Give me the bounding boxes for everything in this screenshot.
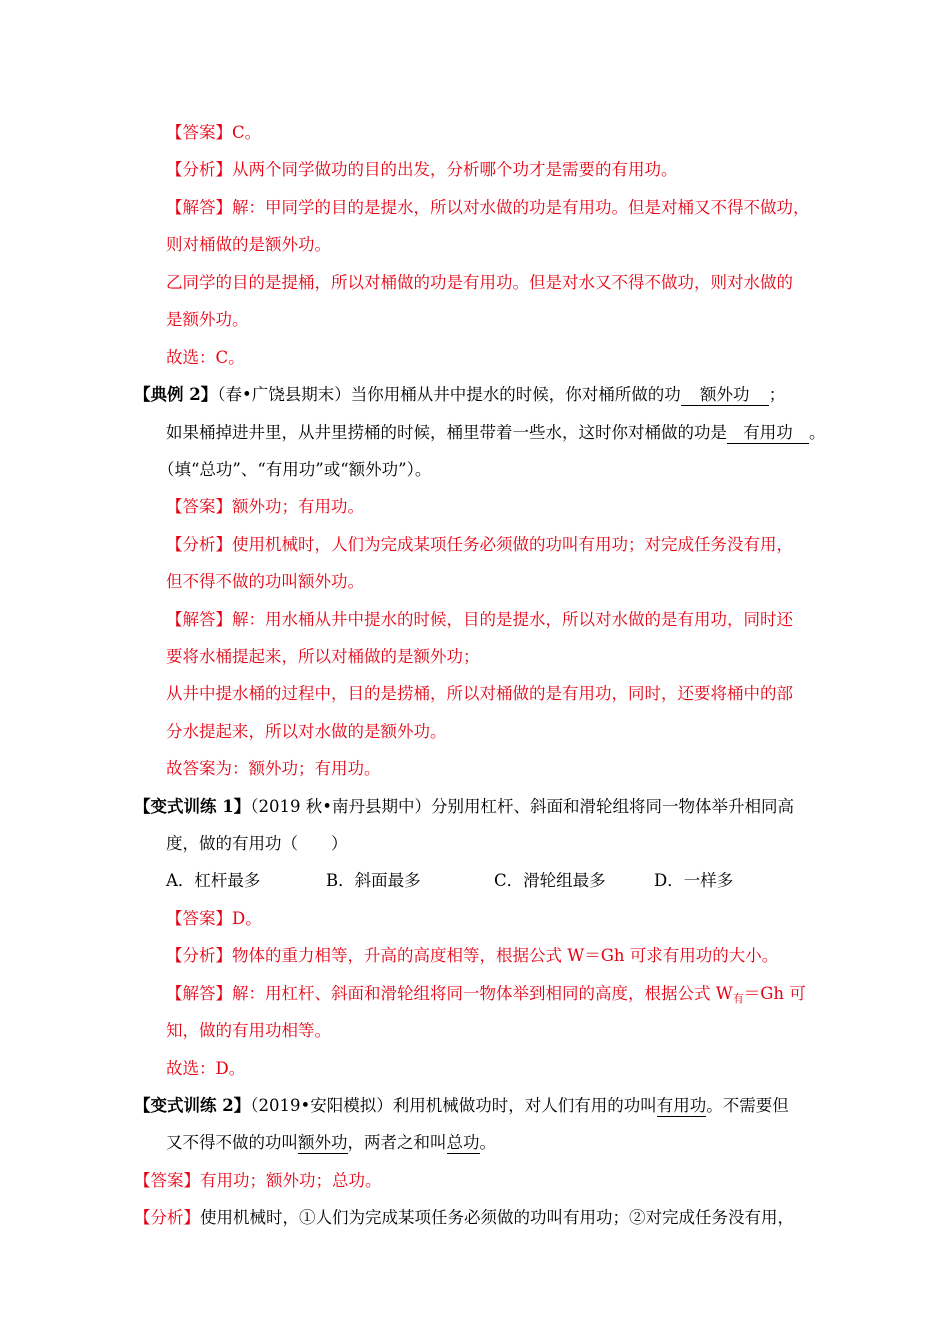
solution-text: 解：用杠杆、斜面和滑轮组将同一物体举到相同的高度，根据公式 W <box>232 984 733 1003</box>
question-line <box>166 1132 496 1154</box>
answer-blank: 额外功 <box>681 385 769 406</box>
choose-line: 故选：D。 <box>166 1059 246 1078</box>
question-text: ； <box>768 385 786 404</box>
answer-blank: 总功 <box>446 1133 480 1152</box>
answer-blank: 有用功 <box>727 423 809 444</box>
answer-text: 有用功；额外功；总功。 <box>200 1171 382 1190</box>
question-source: （2019•安阳模拟） <box>250 1096 393 1115</box>
variant-tag: 【变式训练 1】 <box>134 797 251 816</box>
answer-line <box>166 908 262 930</box>
final-answer-line: 故答案为：额外功；有用功。 <box>166 759 381 778</box>
solution-text: ＝Gh 可 <box>743 984 806 1003</box>
question-text: ，两者之和叫 <box>347 1133 447 1152</box>
solution-line: 知，做的有用功相等。 <box>166 1021 331 1040</box>
answer-text: D。 <box>232 909 262 928</box>
question-line: （填“总功”、“有用功”或“额外功”）。 <box>158 460 432 479</box>
option-a: A．杠杆最多 <box>166 871 261 890</box>
variant-tag: 【变式训练 2】 <box>134 1096 251 1115</box>
example-tag: 【典例 2】 <box>134 385 218 404</box>
analysis-tag: 【分析】 <box>166 160 232 179</box>
answer-tag: 【答案】 <box>166 497 232 516</box>
solution-tag: 【解答】 <box>166 984 232 1003</box>
solution-text: 解：用水桶从井中提水的时候，目的是提水，所以对水做的是有用功，同时还 <box>232 610 793 629</box>
question-text: 又不得不做的功叫 <box>166 1133 298 1152</box>
question-line: 度，做的有用功（ ） <box>166 834 348 853</box>
question-source: （春•广饶县期末） <box>217 385 351 404</box>
question-source: （2019 秋•南丹县期中） <box>250 797 431 816</box>
analysis-line <box>166 945 778 967</box>
answer-blank: 有用功 <box>656 1096 707 1115</box>
analysis-text: 从两个同学做功的目的出发，分析哪个功才是需要的有用功。 <box>232 160 678 179</box>
analysis-line <box>166 534 793 556</box>
solution-line <box>166 197 810 219</box>
solution-line <box>166 609 793 631</box>
variant-question-line <box>134 1095 789 1117</box>
analysis-line: 但不得不做的功叫额外功。 <box>166 572 364 591</box>
solution-tag: 【解答】 <box>166 198 232 217</box>
example-question-line <box>134 384 785 406</box>
answer-line <box>166 496 364 518</box>
analysis-tag: 【分析】 <box>134 1208 200 1227</box>
answer-text: C。 <box>232 123 262 142</box>
option-c: C．滑轮组最多 <box>494 871 606 890</box>
question-line <box>166 422 826 444</box>
variant-question-line <box>134 796 794 818</box>
answer-line <box>166 122 261 144</box>
analysis-line <box>166 159 678 181</box>
answer-line <box>134 1170 382 1192</box>
analysis-text: 使用机械时，人们为完成某项任务必须做的功叫有用功；对完成任务没有用， <box>232 535 793 554</box>
analysis-line <box>134 1207 794 1229</box>
choose-line: 故选：C。 <box>166 348 245 367</box>
solution-line: 从井中提水桶的过程中，目的是捞桶，所以对桶做的是有用功，同时，还要将桶中的部 <box>166 684 793 703</box>
analysis-text: 物体的重力相等，升高的高度相等，根据公式 W＝Gh 可求有用功的大小。 <box>232 946 779 965</box>
solution-line: 则对桶做的是额外功。 <box>166 235 331 254</box>
answer-tag: 【答案】 <box>134 1171 200 1190</box>
solution-line: 乙同学的目的是提桶，所以对桶做的功是有用功。但是对水又不得不做功，则对水做的 <box>166 273 793 292</box>
answer-blank: 额外功 <box>298 1133 348 1152</box>
option-b: B．斜面最多 <box>326 871 421 890</box>
question-text: 。 <box>809 423 826 442</box>
analysis-text: 使用机械时，①人们为完成某项任务必须做的功叫有用功；②对完成任务没有用， <box>200 1208 794 1227</box>
question-text: 当你用桶从井中提水的时候，你对桶所做的功 <box>350 385 681 404</box>
subscript: 有 <box>732 992 744 1005</box>
analysis-tag: 【分析】 <box>166 946 232 965</box>
solution-line: 是额外功。 <box>166 310 249 329</box>
answer-tag: 【答案】 <box>166 909 232 928</box>
solution-text: 解：甲同学的目的是提水，所以对水做的功是有用功。但是对桶又不得不做功， <box>232 198 810 217</box>
option-d: D．一样多 <box>654 871 734 890</box>
solution-tag: 【解答】 <box>166 610 232 629</box>
solution-line: 要将水桶提起来，所以对桶做的是额外功； <box>166 647 480 666</box>
answer-text: 额外功；有用功。 <box>232 497 364 516</box>
solution-line <box>166 983 806 1010</box>
question-text: 。不需要但 <box>706 1096 789 1115</box>
question-text: 如果桶掉进井里，从井里捞桶的时候，桶里带着一些水，这时你对桶做的功是 <box>166 423 727 442</box>
solution-line: 分水提起来，所以对水做的是额外功。 <box>166 722 447 741</box>
answer-tag: 【答案】 <box>166 123 232 142</box>
question-text: 。 <box>479 1133 496 1152</box>
question-text: 利用机械做功时，对人们有用的功叫 <box>392 1096 657 1115</box>
question-text: 分别用杠杆、斜面和滑轮组将同一物体举升相同高 <box>430 797 794 816</box>
analysis-tag: 【分析】 <box>166 535 232 554</box>
